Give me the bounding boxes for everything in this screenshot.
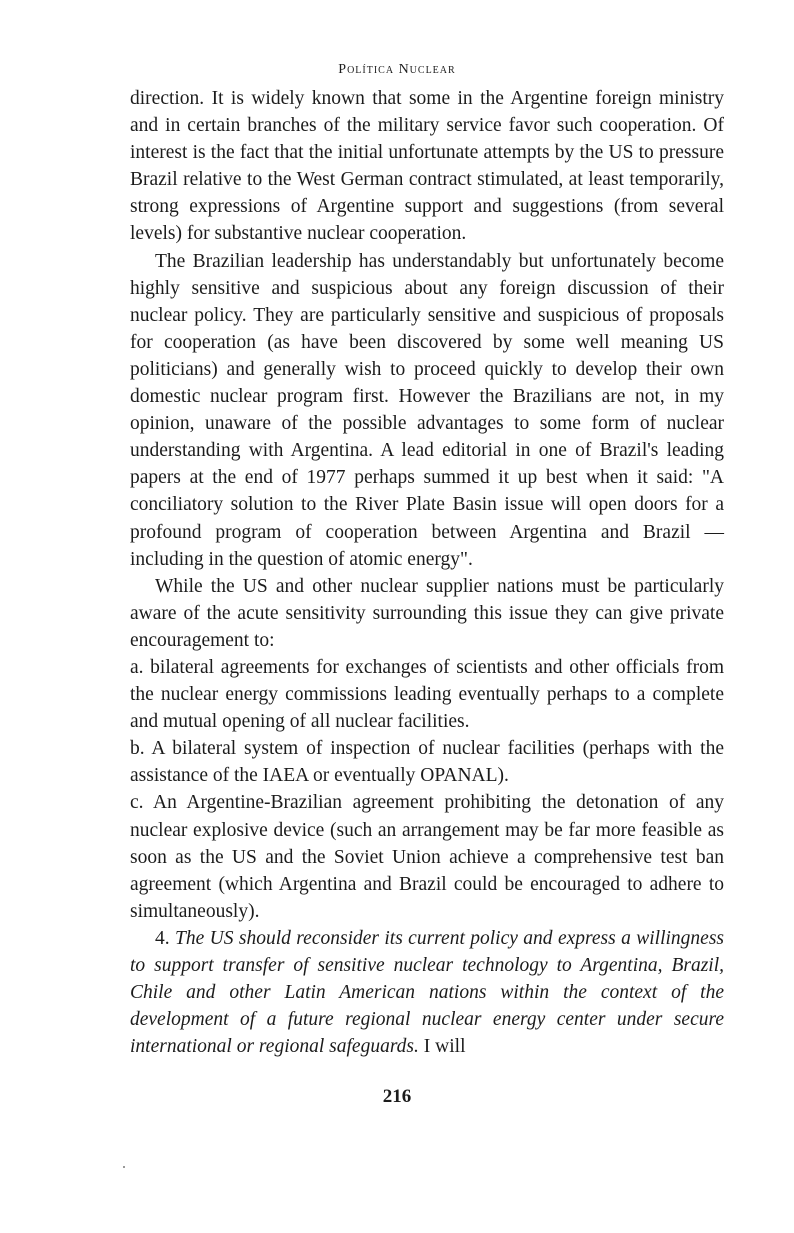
paragraph-4-tail: I will (423, 1036, 466, 1058)
paragraph-1: direction. It is widely known that some in the Argentine foreign ministry and in certain branches of the military service favor such cooperation. Of interest is the fact that the initial unfortunate attempts by the US to pressure Brazil relative to the West German contract stimulated, at least temporarily, strong expressions of Argentine support and suggestions (from several levels) for substantive nuclear cooperation. (130, 88, 724, 245)
list-item-a: a. bilateral agreements for exchanges of scientists and other officials from the nuclear energy commissions leading eventually perhaps to a complete and mutual opening of all nuclear facilities. (130, 656, 724, 733)
list-item-c: c. An Argentine-Brazilian agreement prohibiting the detonation of any nuclear explosive device (such an arrangement may be far more feasible as soon as the US and the Soviet Union achieve a comprehensive test ban agreement (which Argentina and Brazil could be encouraged to adhere to simultaneously). (130, 792, 724, 922)
scan-speck (123, 1166, 125, 1168)
body-text (130, 85, 724, 1060)
paragraph-2: The Brazilian leadership has understandably but unfortunately become highly sensitive and suspicious about any foreign discussion of their nuclear policy. They are particularly sensitive and suspicious of proposals for cooperation (as have been discovered by some well meaning US politicians) and generally wish to proceed quickly to develop their own domestic nuclear program first. However the Brazilians are not, in my opinion, unaware of the possible advantages to some form of nuclear understanding with Argentina. A lead editorial in one of Brazil's leading papers at the end of 1977 perhaps summed it up best when it said: "A conciliatory solution to the River Plate Basin issue will open doors for a profound program of cooperation between Argentina and Brazil —including in the question of atomic energy". (130, 250, 724, 570)
running-head: Política Nuclear (338, 62, 456, 77)
page-number: 216 (382, 1086, 412, 1107)
item-number: 4. (155, 927, 170, 949)
list-item-b: b. A bilateral system of inspection of nuclear facilities (perhaps with the assistance of the IAEA or eventually OPANAL). (130, 738, 724, 787)
paragraph-4 (130, 925, 724, 1060)
paragraph-3: While the US and other nuclear supplier nations must be particularly aware of the acute sensitivity surrounding this issue they can give private encouragement to: (130, 575, 724, 651)
recommendation-italic: The US should reconsider its current policy and express a willingness to support transfer of sensitive nuclear technology to Argentina, Brazil, Chile and other Latin American nations within the context of the development of a future regional nuclear energy center under secure international or regional safeguards. (130, 927, 724, 1058)
